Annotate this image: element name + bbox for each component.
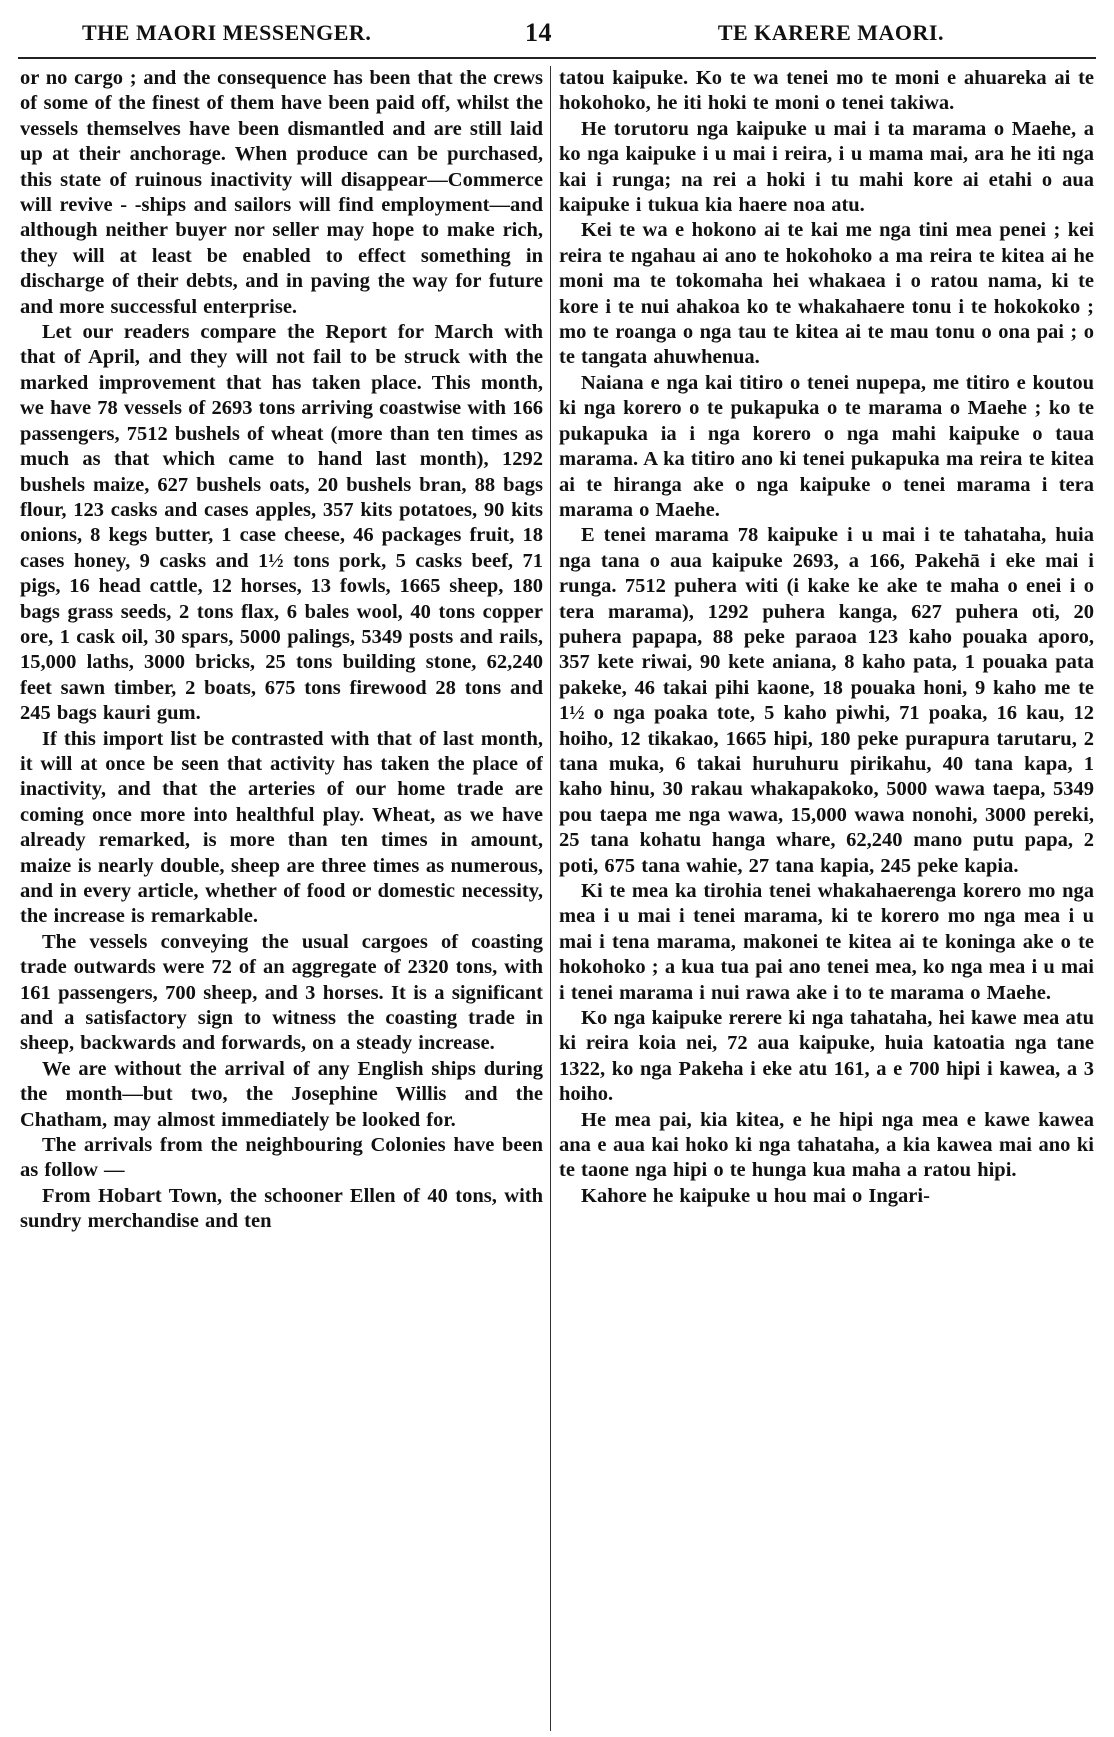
english-column	[20, 66, 543, 1731]
maori-paragraph: Ko nga kaipuke rerere ki nga tahataha, hei kawe mea atu ki reira koia nei, 72 aua kaipuke, huia katoatia nga tane 1322, ko nga Pakeha i eke atu 161, a e 700 hipi i kawea, a 3 hoiho.	[559, 1007, 1094, 1106]
maori-masthead: TE KARERE MAORI.	[717, 20, 944, 45]
english-paragraph: The vessels conveying the usual cargoes of coasting trade outwards were 72 of an aggregate of 2320 tons, with 161 passengers, 700 sheep, and 3 horses. It is a significant and a satisfactory sign to witness the coasting trade in sheep, backwards and forwards, on a steady increase.	[20, 930, 543, 1055]
english-paragraph: From Hobart Town, the schooner Ellen of 40 tons, with sundry merchandise and ten	[20, 1184, 543, 1233]
maori-paragraph: tatou kaipuke. Ko te wa tenei mo te moni e ahuareka ai te hokohoko, he iti hoki te moni o tenei takiwa.	[559, 67, 1094, 115]
maori-paragraph: Ki te mea ka tirohia tenei whakahaerenga korero mo nga mea i u mai i tenei marama, ki te korero mo nga mea i u mai i tena marama, makonei te kitea ai te koninga ake o te hokohoko ; a kua tua pai ano tenei mea, ko nga mea i u mai i tenei marama i nui rawa ake i to te marama o Maehe.	[559, 880, 1094, 1004]
page-number: 14	[525, 18, 552, 47]
article-columns	[20, 66, 1094, 1731]
header-rule	[18, 57, 1096, 59]
page-header	[20, 12, 1094, 47]
maori-paragraph: He torutoru nga kaipuke u mai i ta marama o Maehe, a ko nga kaipuke i u mai i reira, i u mama mai, ara he iti nga kai i runga; na rei a hoki i tu mahi kore ai etahi o aua kaipuke i tukua kia haere noa atu.	[559, 117, 1094, 217]
english-paragraph: If this import list be contrasted with that of last month, it will at once be seen that activity has taken the place of inactivity, and that the arteries of our home trade are coming once more into healthful play. Wheat, as we have already remarked, is more than ten times in amount, maize is nearly double, sheep are three times as numerous, and in every article, whether of food or domestic necessity, the increase is remarkable.	[20, 727, 543, 928]
english-masthead: THE MAORI MESSENGER.	[82, 20, 372, 45]
maori-paragraph: E tenei marama 78 kaipuke i u mai i te tahataha, huia nga tana o aua kaipuke 2693, a 166, Pakehā i eke mai i runga. 7512 puhera witi (i kake ke ake te maha o enei i o tera marama), 1292 puhera kanga, 627 puhera oti, 20 puhera papapa, 88 peke paraoa 123 kaho pouaka aporo, 357 kete riwai, 90 kete aniana, 8 kaho pata, 1 pouaka pata pakeke, 46 takai pihi kaone, 18 pouaka honi, 9 kaho me te 1½ o nga poaka tote, 5 kaho piwhi, 71 poaka, 16 kau, 12 hoiho, 12 tikakao, 1665 hipi, 180 peke purapura tarutaru, 2 tana muka, 6 takai huruhuru pirikahu, 40 tana kapa, 1 kaho hinu, 30 rakau whakapakoko, 5000 wawa taepa, 5349 pou taepa me nga wawa, 15,000 wawa nonohi, 3000 pereki, 25 tana kohatu hanga whare, 62,240 mano putu papa, 2 poti, 675 tana wahie, 27 tana kapia, 245 peke kapia.	[559, 524, 1094, 877]
english-paragraph: We are without the arrival of any English ships during the month—but two, the Josephine Willis and the Chatham, may almost immediately be looked for.	[20, 1057, 543, 1131]
maori-column	[559, 66, 1094, 1731]
maori-paragraph: Kahore he kaipuke u hou mai o Ingari-	[581, 1184, 930, 1207]
column-divider	[550, 66, 551, 1731]
english-paragraph: or no cargo ; and the consequence has been that the crews of some of the finest of them have been paid off, whilst the vessels themselves have been dismantled and are still laid up at their anchorage. When produce can be purchased, this state of ruinous inactivity will disappear—Commerce will revive - -ships and sailors will find employment—and although neither buyer nor seller may hope to make rich, they will at least be enabled to effect something in discharge of their debts, and in paving the way for future and more successful enterprise.	[20, 67, 543, 318]
english-paragraph: Let our readers compare the Report for March with that of April, and they will not fail to be struck with the marked improvement that has taken place. This month, we have 78 vessels of 2693 tons arriving coastwise with 166 passengers, 7512 bushels of wheat (more than ten times as much as that which came to hand last month), 1292 bushels maize, 627 bushels oats, 20 bushels bran, 88 bags flour, 123 casks and cases apples, 357 kits potatoes, 90 kits onions, 8 kegs butter, 1 case cheese, 46 packages fruit, 18 cases honey, 9 casks and 1½ tons pork, 5 casks beef, 71 pigs, 16 head cattle, 12 horses, 13 fowls, 1665 sheep, 180 bags grass seeds, 2 tons flax, 6 bales wool, 40 tons copper ore, 1 cask oil, 30 spars, 5000 palings, 5349 posts and rails, 15,000 laths, 3000 bricks, 25 tons building stone, 62,240 feet sawn timber, 2 boats, 675 tons firewood 28 tons and 245 bags kauri gum.	[20, 321, 543, 725]
maori-paragraph: Kei te wa e hokono ai te kai me nga tini mea penei ; kei reira te ngahau ai ano te hokohoko a ma reira te kitea ai he moni ma te tokomaha hei whakaea i o ratou nama, ki te kore i te nui ahakoa ko te whakahaere tonu i te hokokoko ; mo te roanga o nga tau te kitea ai te mau tonu o ona pai ; o te tangata ahuwhenua.	[559, 219, 1094, 369]
english-paragraph: The arrivals from the neighbouring Colonies have been as follow —	[20, 1134, 543, 1182]
maori-paragraph: Naiana e nga kai titiro o tenei nupepa, me titiro e koutou ki nga korero o te pukapuka o te marama o Maehe ; ko te pukapuka ia i nga korero o nga mahi kaipuke o taua marama. A ka titiro ano ki tenei pukapuka ma reira te kitea ai te hiranga ake o nga kaipuke o tenei marama i tera marama o Maehe.	[559, 371, 1094, 521]
maori-paragraph: He mea pai, kia kitea, e he hipi nga mea e kawe kawea ana e aua kai hoko ki nga tahataha, a kia kawea mai ano ki te taone nga hipi o te hunga kua maha a ratou hipi.	[559, 1108, 1094, 1182]
